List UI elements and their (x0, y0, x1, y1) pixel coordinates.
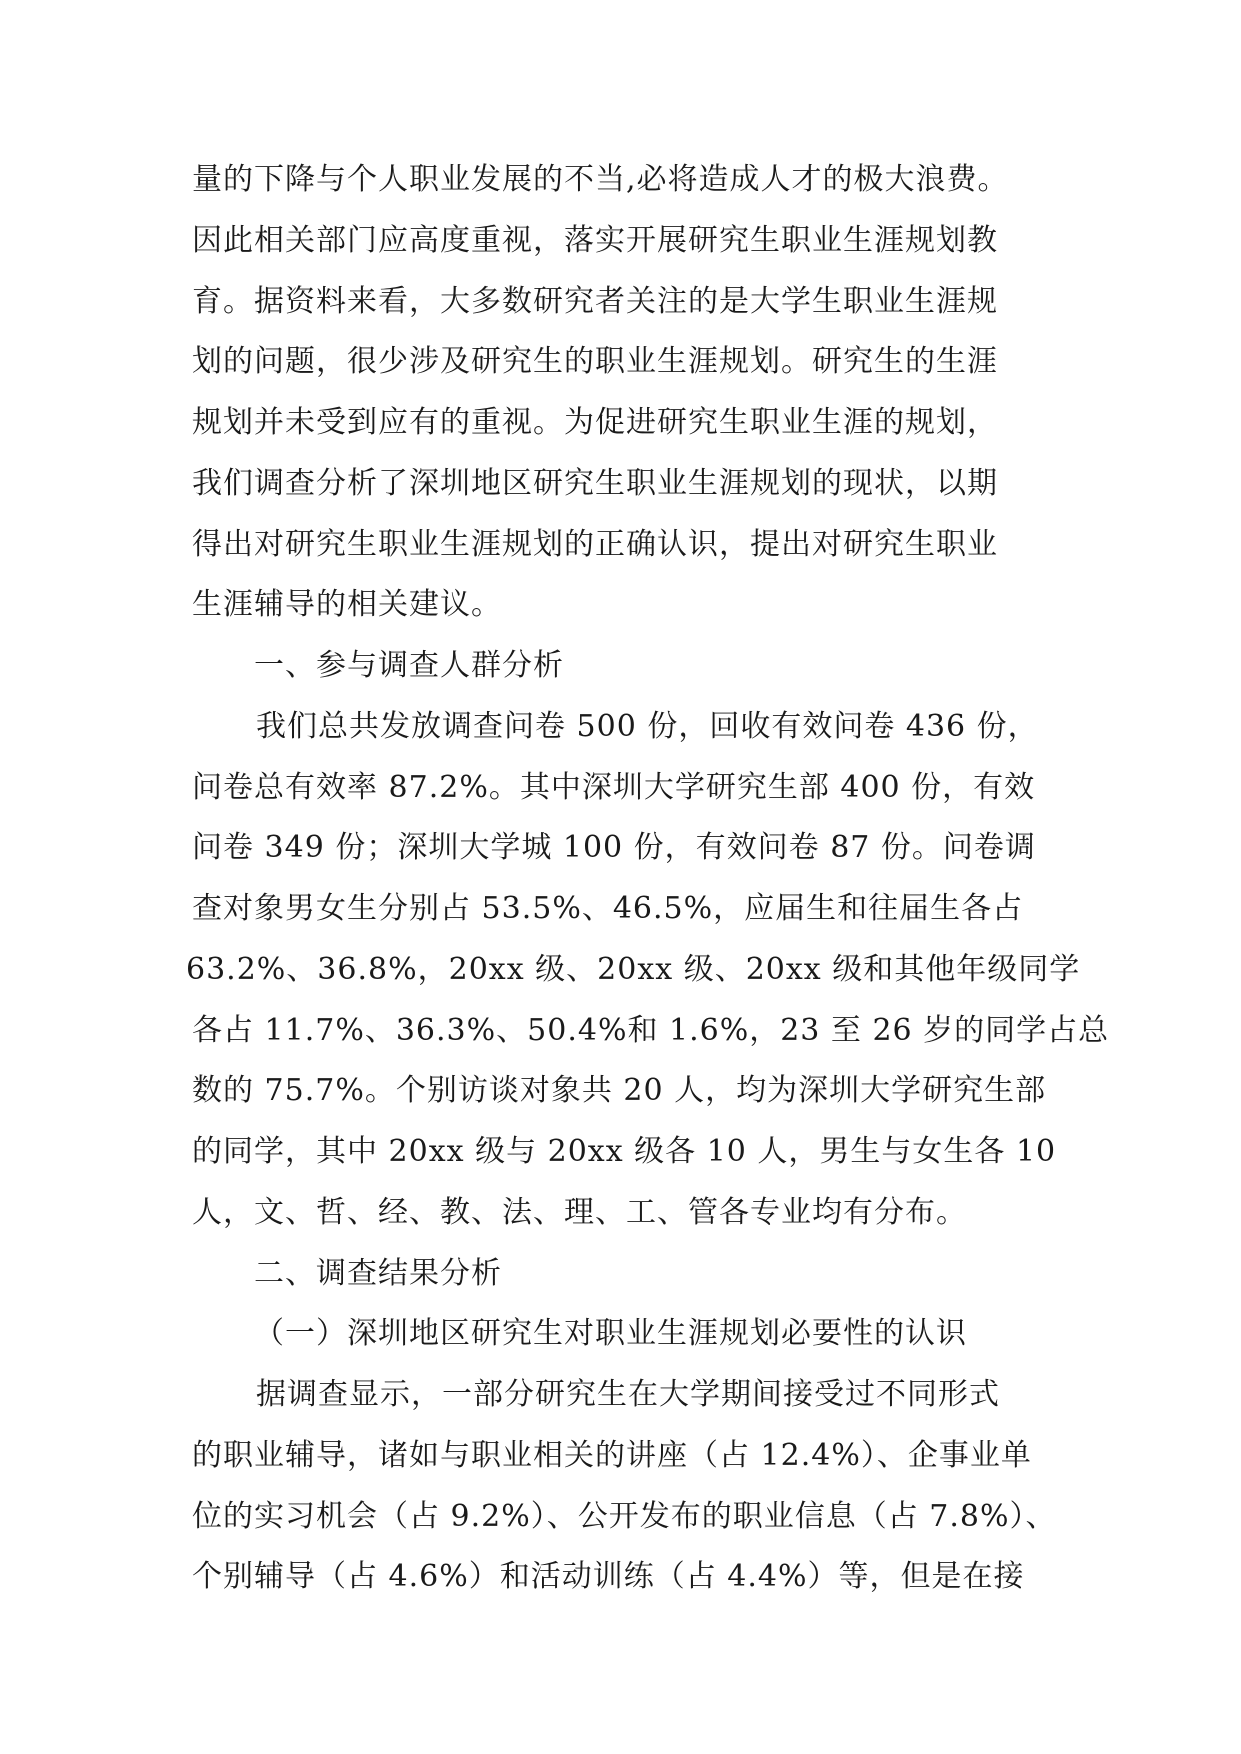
text-line: 位的实习机会（占 9.2%）、公开发布的职业信息（占 7.8%）、 (192, 1499, 1057, 1534)
text-line: 划的问题，很少涉及研究生的职业生涯规划。研究生的生涯 (192, 344, 998, 379)
text-line: 得出对研究生职业生涯规划的正确认识，提出对研究生职业 (192, 527, 998, 562)
subsection-heading: （一）深圳地区研究生对职业生涯规划必要性的认识 (254, 1316, 967, 1351)
text-line: 我们总共发放调查问卷 500 份，回收有效问卷 436 份， (256, 709, 1039, 744)
text-line: 63.2%、36.8%，20xx 级、20xx 级、20xx 级和其他年级同学 (186, 952, 1081, 987)
text-line: 问卷 349 份；深圳大学城 100 份，有效问卷 87 份。问卷调 (192, 830, 1036, 865)
text-line: 的职业辅导，诸如与职业相关的讲座（占 12.4%）、企事业单 (192, 1438, 1032, 1473)
text-line: 各占 11.7%、36.3%、50.4%和 1.6%，23 至 26 岁的同学占总 (192, 1013, 1110, 1048)
text-line: 的同学，其中 20xx 级与 20xx 级各 10 人，男生与女生各 10 (192, 1134, 1057, 1169)
section-heading: 二、调查结果分析 (254, 1256, 502, 1291)
text-line: 量的下降与个人职业发展的不当,必将造成人才的极大浪费。 (192, 162, 1009, 197)
text-line: 查对象男女生分别占 53.5%、46.5%，应届生和往届生各占 (192, 891, 1024, 926)
text-line: 因此相关部门应高度重视，落实开展研究生职业生涯规划教 (192, 223, 998, 258)
text-line: 据调查显示，一部分研究生在大学期间接受过不同形式 (256, 1377, 1000, 1412)
text-line: 问卷总有效率 87.2%。其中深圳大学研究生部 400 份，有效 (192, 770, 1036, 805)
text-line: 我们调查分析了深圳地区研究生职业生涯规划的现状，以期 (192, 466, 998, 501)
section-heading: 一、参与调查人群分析 (254, 648, 564, 683)
text-line: 规划并未受到应有的重视。为促进研究生职业生涯的规划， (192, 405, 998, 440)
text-line: 个别辅导（占 4.6%）和活动训练（占 4.4%）等，但是在接 (192, 1559, 1025, 1594)
text-line: 育。据资料来看，大多数研究者关注的是大学生职业生涯规 (192, 284, 998, 319)
text-line: 人，文、哲、经、教、法、理、工、管各专业均有分布。 (192, 1195, 967, 1230)
text-line: 生涯辅导的相关建议。 (192, 587, 502, 622)
text-line: 数的 75.7%。个别访谈对象共 20 人，均为深圳大学研究生部 (192, 1073, 1047, 1108)
